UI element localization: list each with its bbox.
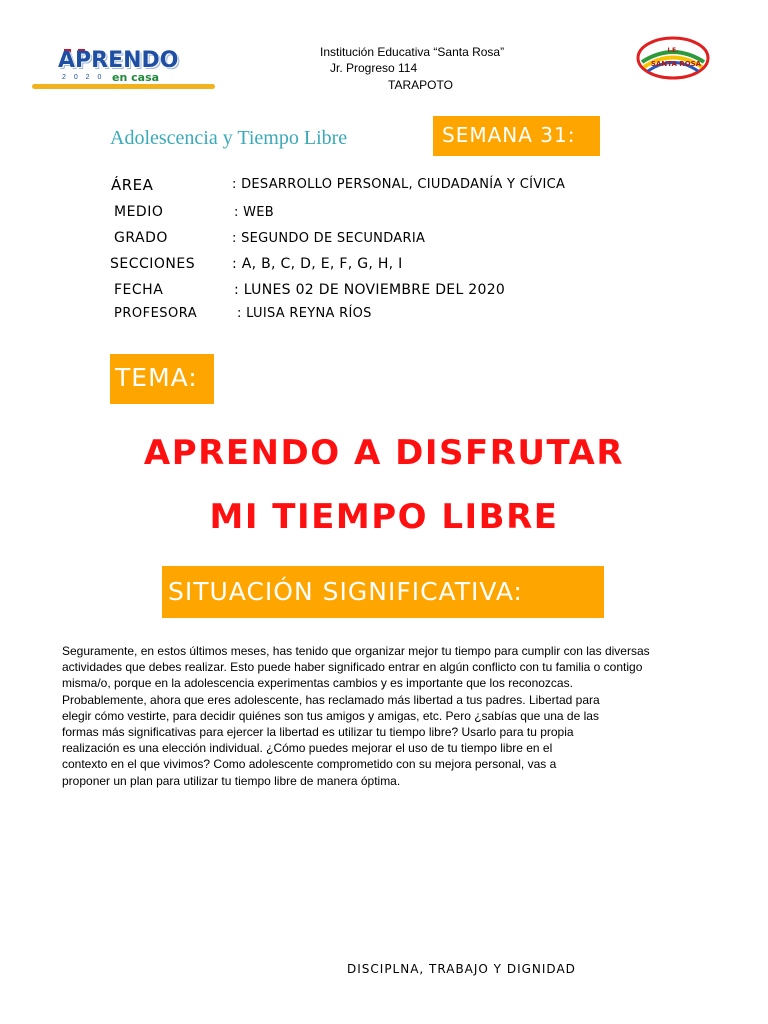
aprendo-en-casa-logo: [30, 42, 190, 88]
info-label-secciones: SECCIONES: [110, 256, 196, 272]
school-seal-logo: [636, 36, 710, 80]
situation-badge: [162, 566, 604, 618]
info-label-fecha: FECHA: [114, 282, 164, 298]
seal-top-text: I.E.: [667, 47, 679, 54]
subtitle: Adolescencia y Tiempo Libre: [110, 127, 348, 149]
logo-text-en-casa: en casa: [112, 71, 160, 84]
institution-name: Institución Educativa “Santa Rosa”: [320, 45, 505, 59]
paragraph-line: contexto en el que vivimos? Como adolescente comprometido con su mejora personal, vas a: [62, 757, 557, 772]
info-label-area: ÁREA: [111, 176, 154, 194]
info-label-medio: MEDIO: [114, 204, 164, 220]
institution-address: Jr. Progreso 114: [330, 61, 418, 75]
situation-label: SITUACIÓN SIGNIFICATIVA:: [168, 577, 523, 606]
week-label: SEMANA 31:: [442, 123, 576, 147]
situation-paragraph: [62, 643, 712, 789]
info-label-profesora: PROFESORA: [114, 306, 198, 321]
info-value-fecha: : LUNES 02 DE NOVIEMBRE DEL 2020: [234, 282, 506, 298]
main-title-line-1: APRENDO A DISFRUTAR: [143, 433, 625, 473]
paragraph-line: formas más significativas para ejercer la libertad es utilizar tu tiempo libre? Usarlo para tu propia: [62, 725, 574, 740]
logo-year: 2 0 2 0: [62, 74, 105, 81]
info-value-grado: : SEGUNDO DE SECUNDARIA: [232, 231, 426, 246]
paragraph-line: proponer un plan para utilizar tu tiempo libre de manera óptima.: [62, 773, 401, 788]
info-value-secciones: : A, B, C, D, E, F, G, H, I: [232, 256, 403, 272]
paragraph-line: Seguramente, en estos últimos meses, has tenido que organizar mejor tu tiempo para cumplir con las diversas: [62, 644, 650, 658]
seal-bottom-text: SANTA ROSA: [650, 60, 702, 68]
paragraph-line: Probablemente, ahora que eres adolescente, has reclamado más libertad a tus padres. Libertad para: [62, 692, 600, 707]
week-badge: [433, 116, 600, 156]
tema-badge: [110, 354, 214, 404]
info-value-area: : DESARROLLO PERSONAL, CIUDADANÍA Y CÍVICA: [232, 177, 566, 192]
info-value-medio: : WEB: [234, 205, 274, 220]
paragraph-line: elegir cómo vestirte, para decidir quiénes son tus amigos y amigas, etc. Pero ¿sabías que una de las: [62, 708, 599, 723]
paragraph-line: realización es una elección individual. ¿Cómo puedes mejorar el uso de tu tiempo libre en el: [62, 741, 553, 756]
paragraph-line: actividades que debes realizar. Esto puede haber significado entrar en algún conflicto con tu familia o contigo: [62, 660, 643, 675]
paragraph-line: misma/o, porque en la adolescencia experimentas cambios y es importante que los reconozcas.: [62, 676, 573, 691]
tema-label: TEMA:: [115, 363, 198, 392]
info-value-profesora: : LUISA REYNA RÍOS: [237, 306, 372, 321]
institution-city: TARAPOTO: [388, 78, 453, 92]
main-title-line-2: MI TIEMPO LIBRE: [209, 497, 559, 537]
info-label-grado: GRADO: [114, 230, 168, 246]
footer-motto: DISCIPLNA, TRABAJO Y DIGNIDAD: [347, 962, 576, 976]
logo-underline: [32, 84, 215, 89]
logo-text-aprendo: APRENDO: [58, 48, 179, 73]
